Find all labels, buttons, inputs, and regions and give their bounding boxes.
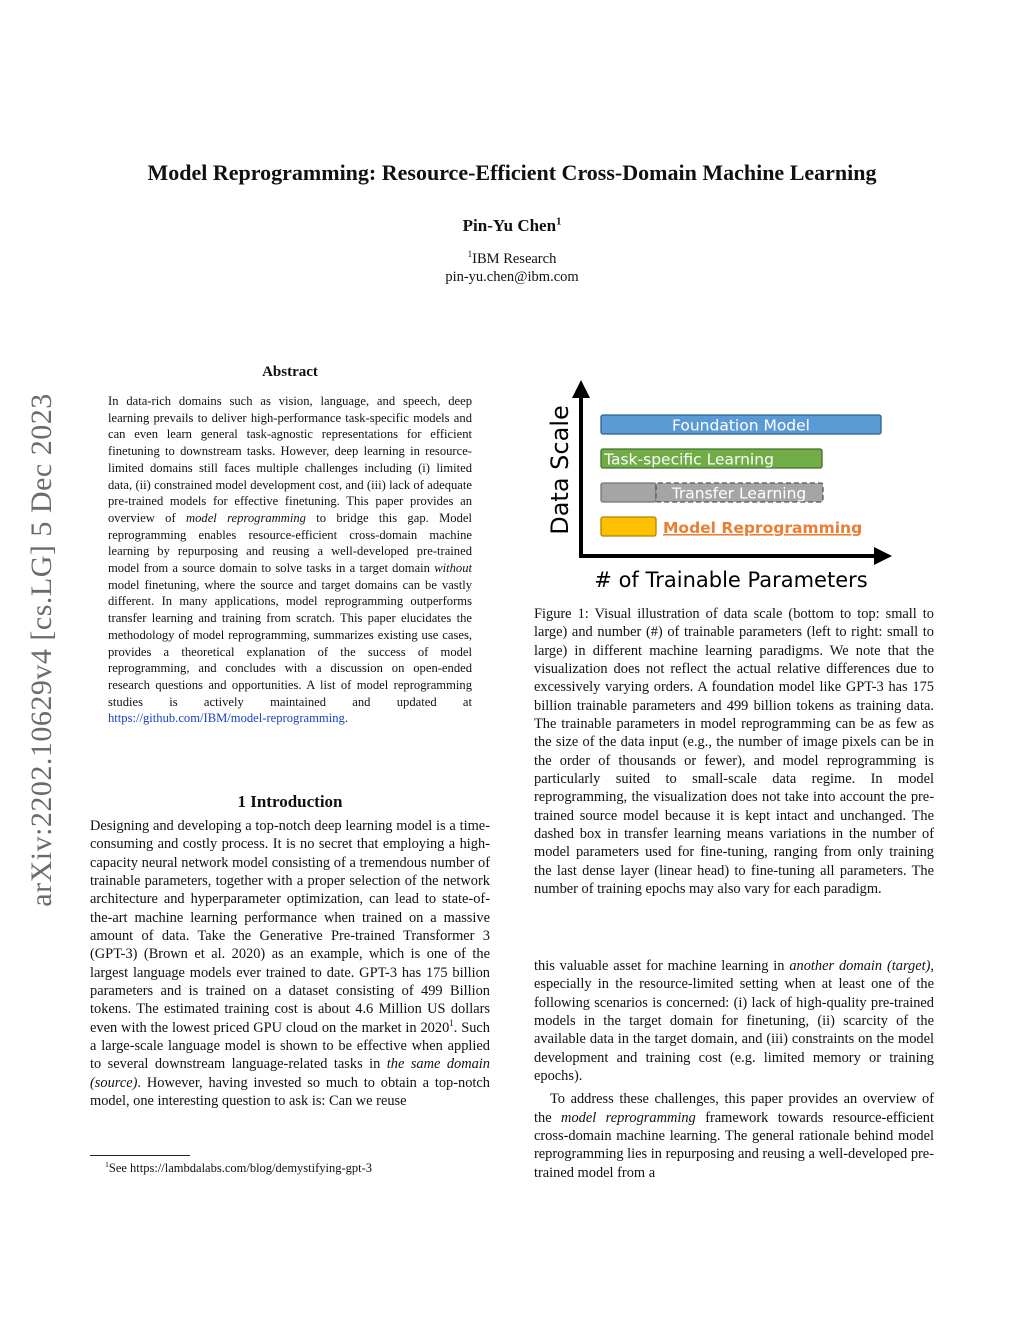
y-axis-arrow-icon: [572, 380, 590, 398]
x-axis-arrow-icon: [874, 547, 892, 565]
intro-emphasis: the same domain (source): [90, 1056, 491, 1091]
arxiv-sidebar: [14, 360, 70, 940]
right-emphasis: model reprogramming: [561, 1109, 696, 1126]
author-email: pin-yu.chen@ibm.com: [445, 269, 579, 285]
footnote-ref[interactable]: 1: [449, 1017, 454, 1028]
affil-mark: 1: [467, 249, 473, 260]
abstract-part: model finetuning, where the source and target domains can be vastly different. In many applications, model reprogramming outperforms transfer learning and training from scratch. This paper elucidates the methodology of model reprogramming, summarizes existing use cases, provides a theoretical explanation of the success of model reprogramming, and concludes with a discussion on open-ended research questions and opportunities. A list of model reprogramming studies is actively maintained and updated at: [108, 577, 472, 709]
arxiv-identifier: arXiv:2202.10629v4 [cs.LG] 5 Dec 2023: [25, 393, 58, 907]
right-paragraph-1: [534, 957, 934, 1085]
abstract-part: In data-rich domains such as vision, language, and speech, deep learning prevails to deliver high-performance task-specific models and can even learn general task-agnostic representations for efficient finetuning to downstream tasks. However, deep learning in resource-limited domains still faces multiple challenges including (i) limited data, (ii) constrained model development cost, and (iii) lack of adequate pre-trained models for effective finetuning. This paper provides an overview of: [108, 394, 472, 525]
abstract-heading: Abstract: [262, 364, 318, 380]
bar-transfer-learning-fixed: [601, 483, 656, 502]
intro-part: Designing and developing a top-notch deep learning model is a time-consuming and costly process. It is no secret that employing a high-capacity neural network model consisting of a tremendous number of trainable parameters, together with a proper selection of the network architecture and hyperparameter optimization, can lead to state-of-the-art machine learning performance when trained on a massive amount of data. Take the Generative Pre-trained Transformer 3 (GPT-3) (Brown et al. 2020) as an example, which is one of the largest language models ever trained to date. GPT-3 has 175 billion parameters and is trained on a dataset consisting of 499 Billion tokens. The estimated training cost is about 4.6 Million US dollars even with the lowest priced GPU cloud on the market in 2020: [90, 818, 490, 1036]
abstract-emphasis: without: [434, 561, 472, 576]
footnote: [105, 1161, 505, 1176]
intro-paragraph: [90, 817, 490, 1111]
abstract-part: to bridge this gap. Model reprogramming enables resource-efficient cross-domain machine learning by repurposing and reusing a well-developed pre-trained model from a source domain to solve tasks in a target domain: [108, 510, 472, 576]
right-part: To address these challenges, this paper provides an overview of the: [534, 1091, 934, 1126]
y-axis-label: Data Scale: [546, 405, 574, 535]
author-name: Pin-Yu Chen: [462, 216, 557, 235]
intro-part: . Such a large-scale language model is shown to be effective when applied to several downstream language-related tasks in: [90, 1019, 491, 1073]
abstract-text: [108, 393, 472, 727]
abstract-part: .: [344, 711, 348, 726]
intro-part: . However, having invested so much to obtain a top-notch model, one interesting question to ask is: Can we reuse: [90, 1074, 490, 1110]
github-link[interactable]: https://github.com/IBM/model-reprogramming: [108, 711, 345, 726]
bar-label-model-reprogramming: Model Reprogramming: [663, 519, 863, 537]
affiliation-block: [0, 250, 1024, 286]
footnote-text: See https://lambdalabs.com/blog/demystifying-gpt-3: [108, 1161, 373, 1175]
footnote-rule: [90, 1155, 190, 1156]
footnote-mark: 1: [105, 1159, 109, 1169]
right-part: framework towards resource-efficient cross-domain machine learning. The general rationale behind model reprogramming lies in repurposing and reusing a well-developed pre-trained model from a: [534, 1109, 934, 1181]
bar-label-task-specific-learning: Task-specific Learning: [604, 450, 774, 469]
right-part: , especially in the resource-limited setting when at least one of the following scenarios is concerned: (i) lack of high-quality pre-trained models in the target domain for finetuning, (ii) scarcity of the available data in the target domain, and (iii) constraints on the model development and training cost (e.g. limited memory or training epochs).: [534, 958, 934, 1085]
right-column-body: [534, 957, 934, 1182]
figure-1: [534, 378, 934, 600]
bar-label-foundation-model: Foundation Model: [672, 416, 810, 435]
figure-1-caption: Figure 1: Visual illustration of data scale (bottom to top: small to large) and number (#) of trainable parameters (left to right: small to large) in different machine learning paradigms. We note that the visualization does not reflect the actual relative differences due to excessively varying orders. A foundation model like GPT-3 has 175 billion trainable parameters and 499 billion tokens as training data. The trainable parameters in model reprogramming can be as few as the size of the data input (e.g., the number of image pixels can be in the order of thousands or fewer), and model reprogramming is particularly suited to small-scale data regime. In model reprogramming, the visualization does not take into account the pre-trained source model because it is kept intact and unchanged. The dashed box in transfer learning means variations in the number of model parameters used for fine-tuning, ranging from only training the last dense layer (linear head) to fine-tuning all parameters. The number of training epochs may also vary for each paradigm.: [534, 606, 934, 898]
right-paragraph-2: [534, 1090, 934, 1182]
abstract-emphasis: model reprogramming: [186, 510, 306, 525]
bar-model-reprogramming: [601, 517, 656, 536]
figure-1-svg: [534, 378, 934, 600]
right-part: this valuable asset for machine learning in: [534, 958, 785, 974]
author-line: [0, 216, 1024, 236]
x-axis-label: # of Trainable Parameters: [594, 568, 868, 592]
author-affil-mark: 1: [556, 216, 562, 228]
right-emphasis: another domain (target): [789, 958, 931, 974]
paper-title: Model Reprogramming: Resource-Efficient Cross-Domain Machine Learning: [147, 160, 877, 185]
affiliation-name: IBM Research: [472, 251, 557, 267]
affiliation-line: [0, 250, 1024, 268]
bar-label-transfer-learning: Transfer Learning: [671, 484, 807, 503]
section-heading-introduction: 1 Introduction: [237, 792, 343, 811]
